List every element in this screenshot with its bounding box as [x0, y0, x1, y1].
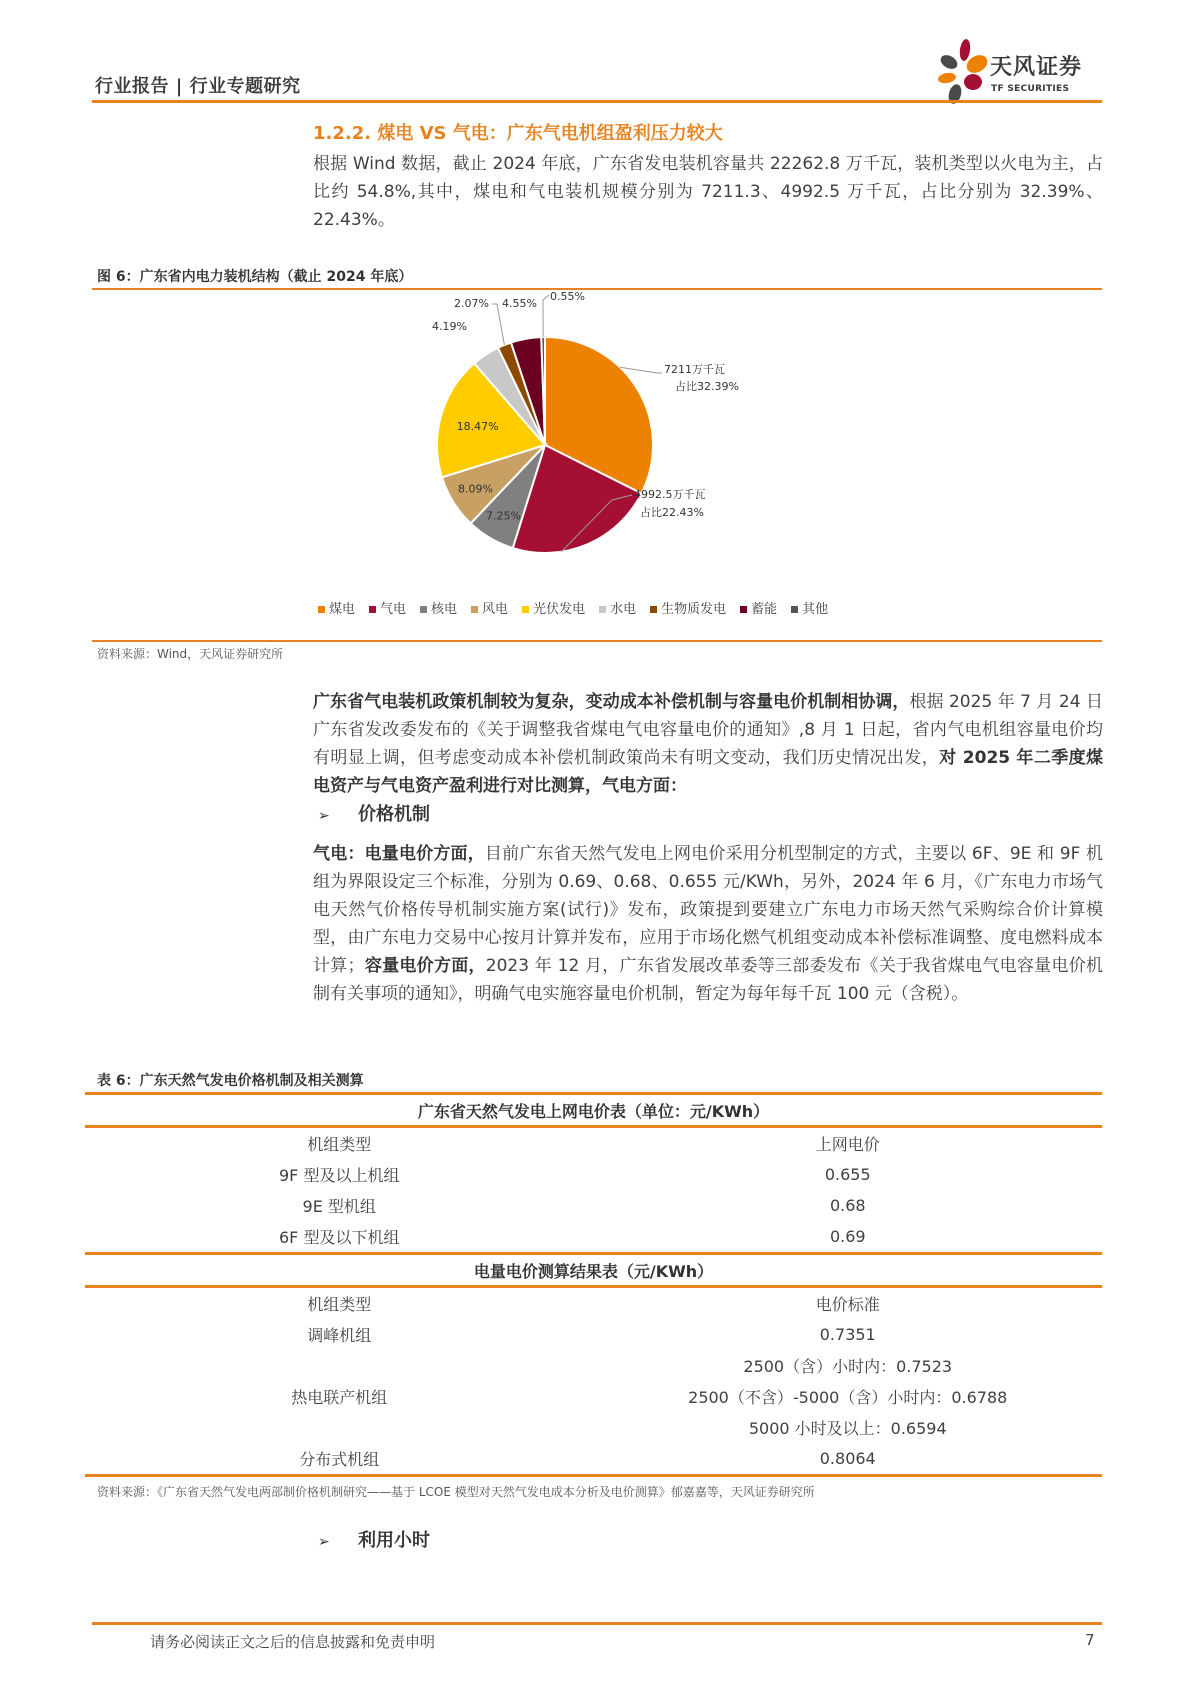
table-section-heading: 电量电价测算结果表（元/KWh） [85, 1254, 1102, 1287]
legend-label: 煤电 [329, 602, 356, 617]
legend-label: 气电 [380, 602, 407, 617]
legend-swatch-icon [318, 606, 325, 613]
bullet-price-mechanism [318, 800, 430, 826]
legend-label: 生物质发电 [661, 602, 727, 617]
legend-item [318, 598, 355, 617]
table-row: 5000 小时及以上：0.6594 [748, 1419, 947, 1438]
legend-item [650, 598, 726, 617]
capacity-text: 2023 年 12 月，广东省发展改革委等三部委发布《关于我省煤电气电容量电价机制有关事项的通知》，明确气电实施容量电价机制，暂定为每年每千瓦 100 元（含税）。 [313, 956, 1104, 1004]
legend-item [740, 598, 777, 617]
price-text: 目前广东省天然气发电上网电价采用分机型制定的方式，主要以 6F、9E 和 9F 机组为界限设定三个标准，分别为 0.69、0.68、0.655 元/KWh，另外，2024 年 6 月，《广东电力市场气电天然气价格传导机制实施方案(试行)》发布，政策提到要建立广东电力市场天然气采购综合价计算模型，由广东电力交易中心按月计算并发布，应用于市场化燃气机组变动成本补偿标准调整、度电燃料成本计算； [313, 844, 1104, 976]
pie-label: 占比32.39% [675, 380, 739, 393]
pie-label: 占比22.43% [640, 506, 704, 519]
pie-slices [437, 337, 653, 553]
flower-logo-icon [935, 38, 991, 104]
pie-label: 2.07% [454, 297, 489, 310]
disclaimer-link[interactable]: 请务必阅读正文之后的信息披露和免责申明 [150, 1633, 436, 1651]
bullet-label: 利用小时 [358, 1530, 430, 1551]
legend-item [420, 598, 457, 617]
legend-item [599, 598, 636, 617]
table-header-row [85, 1127, 1102, 1160]
logo-chinese-name: 天风证券 [990, 55, 1083, 80]
leader-line [492, 304, 504, 345]
col-unit-type: 机组类型 [307, 1295, 372, 1314]
legend-swatch-icon [650, 606, 657, 613]
logo-english-name: TF SECURITIES [991, 84, 1070, 94]
table-row: 9E 型机组 0.68 [302, 1196, 866, 1216]
legend-label: 光伏发电 [533, 602, 586, 617]
legend-swatch-icon [599, 606, 606, 613]
legend-label: 风电 [482, 602, 509, 617]
pie-label: 0.55% [550, 290, 585, 303]
legend-swatch-icon [471, 606, 478, 613]
legend-label: 蓄能 [751, 602, 778, 617]
pie-label: 4992.5万千瓦 [634, 488, 706, 501]
legend-label: 水电 [610, 602, 637, 617]
table-row: 分布式机组 0.8064 [85, 1443, 1102, 1476]
table-header-row [85, 1287, 1102, 1320]
legend-swatch-icon [420, 606, 427, 613]
report-category: 行业报告 | 行业专题研究 [95, 76, 301, 97]
legend-label: 核电 [431, 602, 458, 617]
pie-label: 8.09% [457, 482, 493, 496]
col-grid-price: 上网电价 [815, 1135, 880, 1154]
capacity-lead-bold: 容量电价方面， [364, 956, 486, 976]
table-section-heading: 广东省天然气发电上网电价表（单位：元/KWh） [85, 1094, 1102, 1127]
table-row: 2500（不含）-5000（含）小时内：0.6788 [688, 1388, 1008, 1407]
footer-divider [92, 1622, 1102, 1625]
gas-price-table [85, 1092, 1102, 1477]
legend-label: 其他 [802, 602, 829, 617]
company-logo [935, 38, 1105, 104]
pie-label: 7.25% [486, 509, 521, 523]
bullet-label: 价格机制 [358, 804, 430, 825]
pie-chart [92, 290, 1102, 640]
legend-swatch-icon [740, 606, 747, 613]
table-row: 调峰机组 0.7351 [307, 1325, 876, 1345]
table-row: 6F 型及以下机组 0.69 [279, 1227, 866, 1247]
table-title: 表 6：广东天然气发电价格机制及相关测算 [97, 1073, 364, 1089]
figure-title: 图 6：广东省内电力装机结构（截止 2024 年底） [97, 269, 413, 285]
policy-lead-bold: 广东省气电装机政策机制较为复杂，变动成本补偿机制与容量电价机制相协调， [313, 692, 910, 712]
legend-item [369, 598, 406, 617]
price-lead-bold: 气电：电量电价方面， [313, 844, 485, 864]
page-number: 7 [1085, 1631, 1095, 1649]
pie-label: 4.55% [502, 297, 537, 310]
pie-label: 4.19% [432, 320, 467, 333]
header-divider [92, 100, 1102, 103]
figure-bottom-divider [92, 640, 1102, 642]
leader-line [620, 367, 662, 373]
section-title: 1.2.2. 煤电 VS 气电：广东气电机组盈利压力较大 [313, 123, 723, 144]
chart-legend [318, 598, 828, 617]
legend-swatch-icon [791, 606, 798, 613]
pie-label: 18.47% [456, 419, 499, 433]
table-row: 热电联产机组 2500（含）小时内：0.7523 [291, 1357, 953, 1407]
bullet-utilization-hours [318, 1526, 430, 1552]
col-unit-type: 机组类型 [307, 1135, 372, 1154]
intro-paragraph: 根据 Wind 数据，截止 2024 年底，广东省发电装机容量共 22262.8 万千瓦，装机类型以火电为主，占比约 54.8%,其中，煤电和气电装机规模分别为 7211.3、4992.5 万千瓦，占比分别为 32.39%、22.43%。 [313, 154, 1103, 230]
figure-source: 资料来源：Wind，天风证券研究所 [97, 647, 284, 661]
leader-line [543, 295, 549, 337]
arrow-bullet-icon: ➢ [318, 1534, 330, 1550]
pie-label: 7211万千瓦 [664, 363, 725, 376]
policy-paragraph [313, 688, 1103, 800]
legend-item [522, 598, 585, 617]
policy-conclusion-bold: 对 2025 年二季度煤电资产与气电资产盈利进行对比测算，气电方面： [313, 748, 1104, 796]
table-row: 9F 型及以上机组 0.655 [279, 1165, 871, 1185]
legend-swatch-icon [369, 606, 376, 613]
legend-item [471, 598, 508, 617]
policy-text: 根据 2025 年 7 月 24 日广东省发改委发布的《关于调整我省煤电气电容量电价的通知》,8 月 1 日起，省内气电机组容量电价均有明显上调，但考虑变动成本补偿机制政策尚未有明文变动，我们历史情况出发， [313, 692, 1104, 768]
price-paragraph [313, 840, 1103, 1008]
arrow-bullet-icon: ➢ [318, 808, 330, 824]
legend-item [791, 598, 828, 617]
col-price-standard: 电价标准 [815, 1295, 880, 1314]
legend-swatch-icon [522, 606, 529, 613]
table-source: 资料来源：《广东省天然气发电两部制价格机制研究——基于 LCOE 模型对天然气发电成本分析及电价测算》郁嘉嘉等，天风证券研究所 [97, 1485, 815, 1499]
